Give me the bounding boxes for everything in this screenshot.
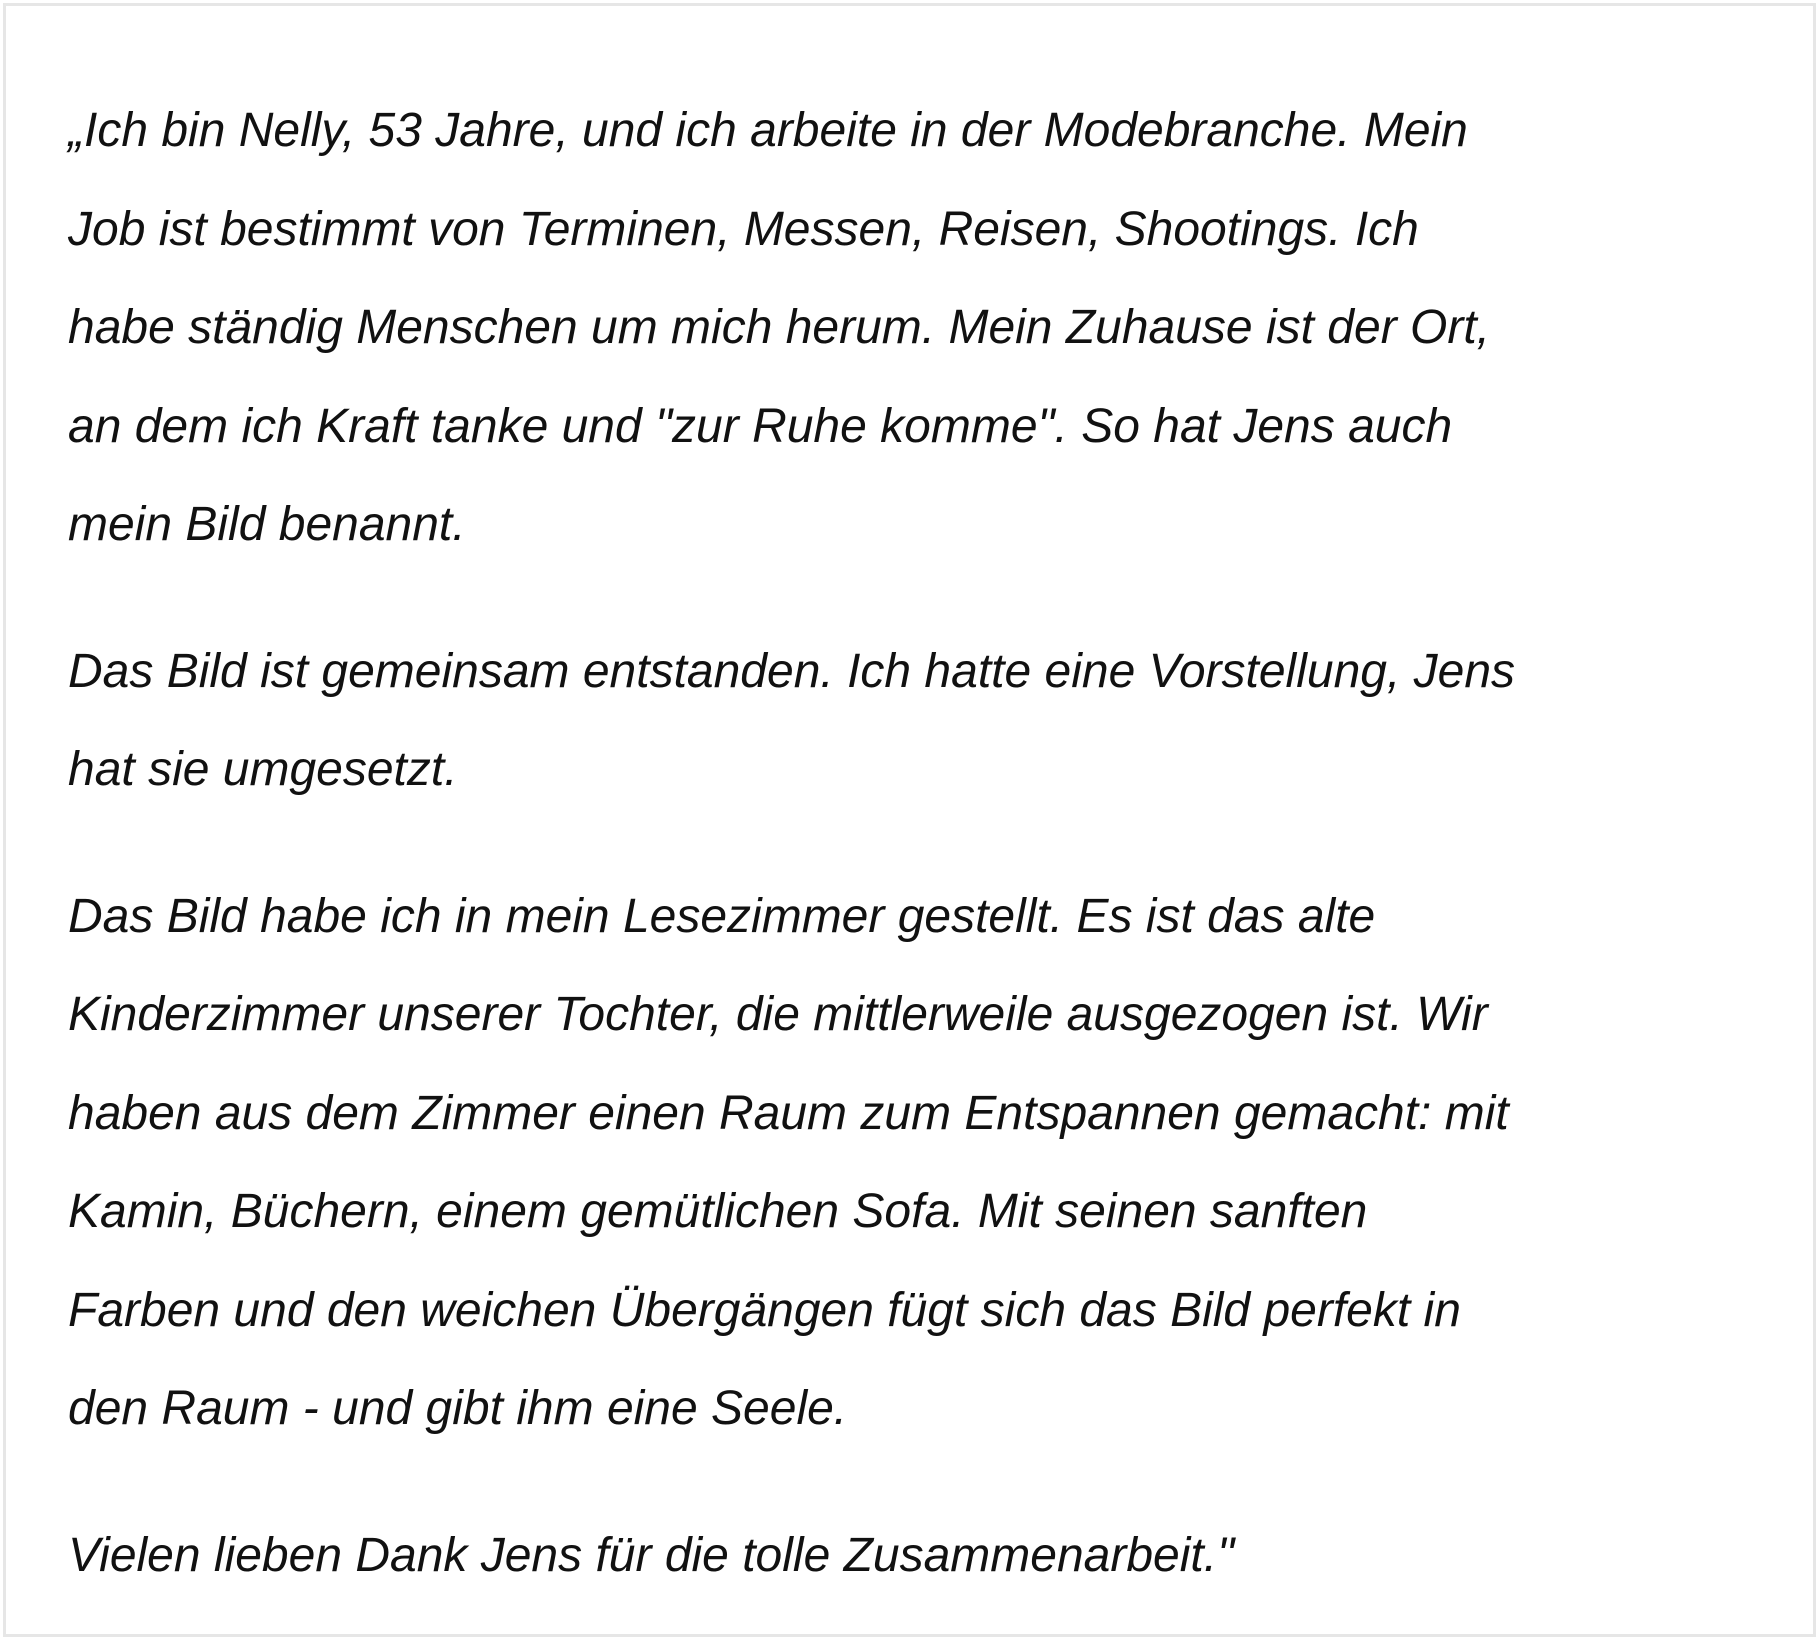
text-line: Job ist bestimmt von Terminen, Messen, Reisen, Shootings. Ich [68, 202, 1419, 256]
text-line: Das Bild habe ich in mein Lesezimmer gestellt. Es ist das alte [68, 889, 1376, 943]
text-line: Kamin, Büchern, einem gemütlichen Sofa. Mit seinen sanften [68, 1185, 1368, 1238]
text-line: an dem ich Kraft tanke und "zur Ruhe komme". So hat Jens auch [68, 399, 1453, 453]
text-line: habe ständig Menschen um mich herum. Mein Zuhause ist der Ort, [68, 301, 1490, 354]
text-line: den Raum - und gibt ihm eine Seele. [68, 1382, 848, 1435]
paragraph-reading-room [68, 868, 1768, 1459]
paragraph-spacer [68, 575, 1768, 623]
text-line: Das Bild ist gemeinsam entstanden. Ich hatte eine Vorstellung, Jens [68, 644, 1516, 698]
paragraph-spacer [68, 1459, 1768, 1507]
paragraph-creation [68, 623, 1768, 820]
text-line: haben aus dem Zimmer einen Raum zum Entspannen gemacht: mit [68, 1086, 1509, 1140]
paragraph-thanks [68, 1507, 1768, 1606]
text-line: mein Bild benannt. [68, 498, 466, 551]
text-line: Farben und den weichen Übergängen fügt sich das Bild perfekt in [68, 1283, 1461, 1337]
text-line: Vielen lieben Dank Jens für die tolle Zusammenarbeit." [68, 1528, 1235, 1582]
text-line: Kinderzimmer unserer Tochter, die mittlerweile ausgezogen ist. Wir [68, 988, 1488, 1041]
text-line: „Ich bin Nelly, 53 Jahre, und ich arbeite in der Modebranche. Mein [68, 104, 1468, 157]
paragraph-intro [68, 82, 1768, 575]
text-line: hat sie umgesetzt. [68, 743, 458, 796]
quote-text [68, 82, 1768, 1605]
paragraph-spacer [68, 820, 1768, 868]
quote-card [3, 3, 1816, 1637]
